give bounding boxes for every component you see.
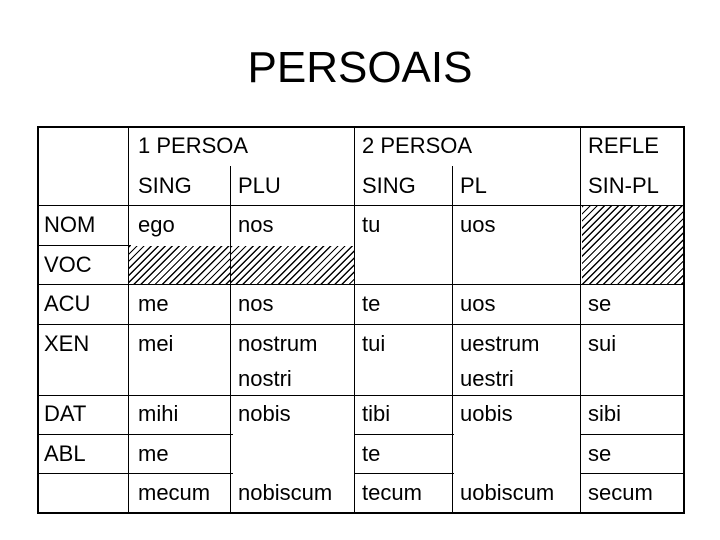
table-border-left xyxy=(37,126,39,514)
cell-nom-pl2: uos xyxy=(460,212,496,237)
divider-v-refl xyxy=(580,126,581,514)
cell-xen-plu1-b: nostri xyxy=(238,366,292,391)
cell-acu-refl: se xyxy=(588,291,612,316)
cell-xen-pl2-b: uestri xyxy=(460,366,514,391)
cell-dat-refl: sibi xyxy=(588,401,622,426)
table-border-right xyxy=(683,126,685,514)
divider-v-label xyxy=(128,126,129,514)
row-label-abl: ABL xyxy=(44,441,86,466)
cell-dat-sing2: tibi xyxy=(362,401,391,426)
table-border-top xyxy=(37,126,685,128)
header-pl-2: PL xyxy=(460,173,487,198)
row-label-acu: ACU xyxy=(44,291,91,316)
hatched-cell-voc-sing1 xyxy=(129,246,230,284)
cell-xen-pl2-a: uestrum xyxy=(460,331,540,356)
divider-h-dat-2 xyxy=(354,434,454,435)
cell-nom-sing2: tu xyxy=(362,212,381,237)
cell-acu-sing1: me xyxy=(138,291,169,316)
divider-v-plu1 xyxy=(230,166,231,514)
cell-cum-pl2: uobiscum xyxy=(460,480,555,505)
divider-h-abl-3 xyxy=(580,473,685,474)
divider-h-acu xyxy=(37,324,685,325)
header-sing-2: SING xyxy=(362,173,416,198)
cell-cum-refl: secum xyxy=(588,480,653,505)
divider-h-voc xyxy=(37,284,685,285)
divider-h-dat xyxy=(37,434,233,435)
header-sing-1: SING xyxy=(138,173,192,198)
divider-h-abl xyxy=(37,473,233,474)
cell-cum-sing2: tecum xyxy=(362,480,422,505)
cell-xen-sing2: tui xyxy=(362,331,386,356)
table-border-bottom xyxy=(37,512,685,514)
cell-xen-plu1-a: nostrum xyxy=(238,331,318,356)
divider-v-pl2 xyxy=(452,166,453,514)
cell-abl-refl: se xyxy=(588,441,612,466)
row-label-nom: NOM xyxy=(44,212,96,237)
cell-dat-sing1: mihi xyxy=(138,401,179,426)
divider-h-xen xyxy=(37,395,685,396)
header-refle: REFLE xyxy=(588,133,659,158)
divider-v-p2 xyxy=(354,126,355,514)
divider-h-abl-2 xyxy=(354,473,454,474)
cell-xen-sing1: mei xyxy=(138,331,174,356)
divider-h-dat-3 xyxy=(580,434,685,435)
cell-acu-plu1: nos xyxy=(238,291,274,316)
cell-nom-plu1: nos xyxy=(238,212,274,237)
row-label-dat: DAT xyxy=(44,401,87,426)
header-1-persoa: 1 PERSOA xyxy=(138,133,249,158)
header-2-persoa: 2 PERSOA xyxy=(362,133,473,158)
cell-cum-sing1: mecum xyxy=(138,480,211,505)
divider-h-nom xyxy=(37,245,131,246)
cell-acu-sing2: te xyxy=(362,291,381,316)
cell-cum-plu1: nobiscum xyxy=(238,480,333,505)
row-label-xen: XEN xyxy=(44,331,90,356)
row-label-voc: VOC xyxy=(44,252,92,277)
cell-dat-plu1: nobis xyxy=(238,401,291,426)
hatched-cell-nom-refl xyxy=(582,206,683,284)
cell-abl-sing1: me xyxy=(138,441,169,466)
cell-nom-sing1: ego xyxy=(138,212,175,237)
cell-acu-pl2: uos xyxy=(460,291,496,316)
header-plu-1: PLU xyxy=(238,173,281,198)
cell-xen-refl: sui xyxy=(588,331,617,356)
cell-abl-sing2: te xyxy=(362,441,381,466)
page-title: PERSOAIS xyxy=(247,43,473,92)
header-sin-pl: SIN-PL xyxy=(588,173,659,198)
hatched-cell-voc-plu1 xyxy=(231,246,354,284)
cell-dat-pl2: uobis xyxy=(460,401,513,426)
